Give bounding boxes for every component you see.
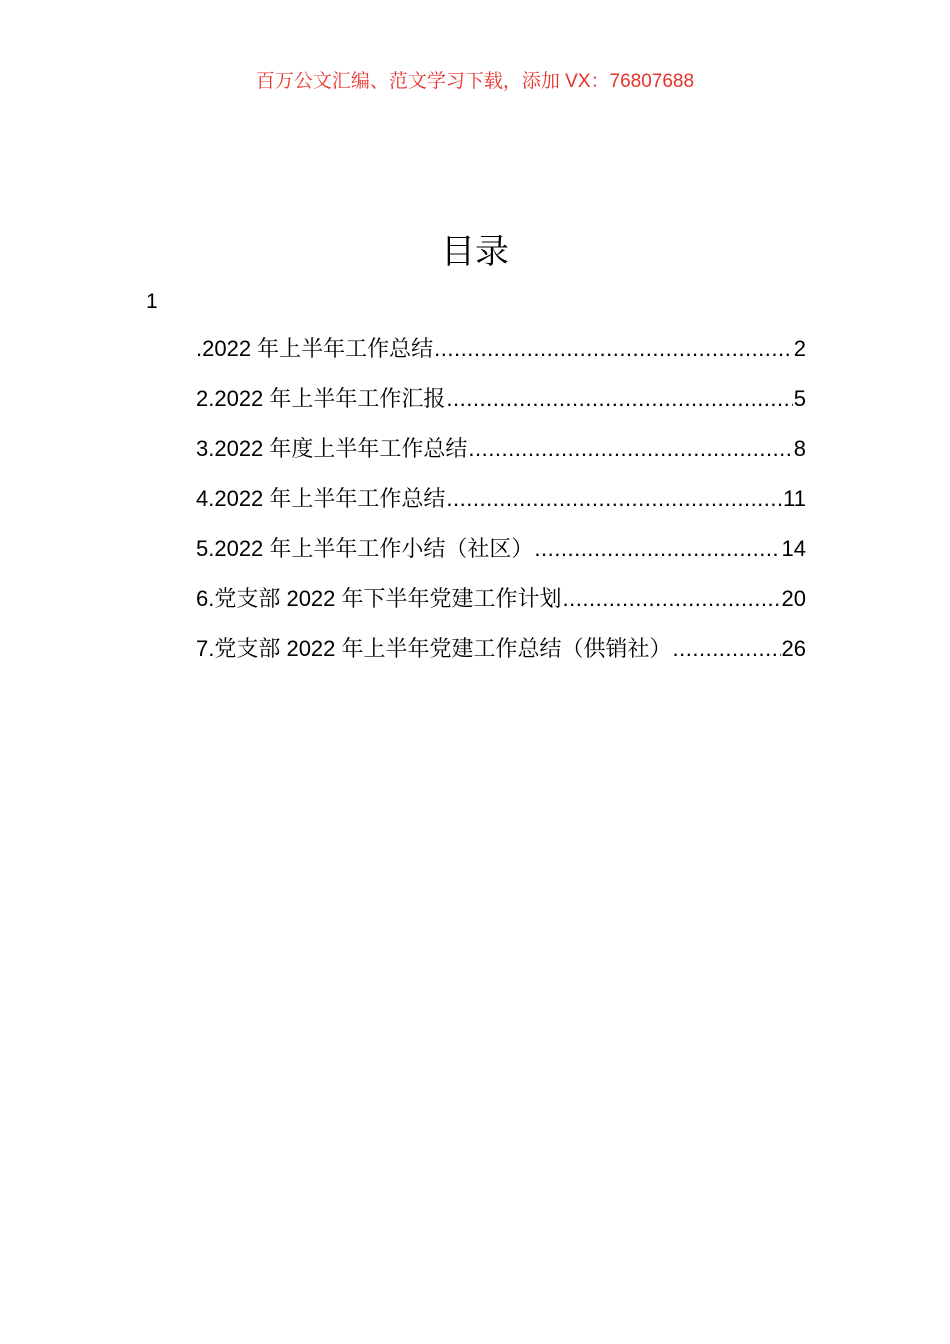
toc-entry-page: 20: [781, 586, 806, 611]
toc-entry-page: 5: [793, 386, 806, 411]
toc-dot-leader: [563, 584, 781, 614]
toc-dot-leader: [434, 334, 793, 364]
toc-entry[interactable]: [196, 334, 806, 384]
toc-entry[interactable]: [196, 484, 806, 534]
toc-entry-title: 6.党支部 2022 年下半年党建工作计划: [196, 586, 562, 611]
toc-entry[interactable]: [196, 384, 806, 434]
toc-entry-page: 2: [793, 336, 806, 361]
toc-entry-page: 26: [781, 636, 806, 661]
toc-entry[interactable]: [196, 434, 806, 484]
toc-title: 目录: [441, 233, 509, 271]
toc-entry[interactable]: [196, 534, 806, 584]
toc-dot-leader: [468, 434, 792, 464]
toc-dot-leader: [446, 384, 792, 414]
toc-entry-title: 3.2022 年度上半年工作总结: [196, 436, 468, 461]
header-contact-note: 百万公文汇编、范文学习下载，添加 VX：76807688: [255, 71, 695, 92]
toc-dot-leader: [534, 534, 780, 564]
toc-dot-leader: [446, 484, 782, 514]
toc-entry[interactable]: [196, 634, 806, 684]
toc-section-number: 1: [146, 290, 158, 313]
toc-entry-title: 2.2022 年上半年工作汇报: [196, 386, 446, 411]
toc-list: [196, 334, 806, 684]
toc-entry-title: 5.2022 年上半年工作小结（社区）: [196, 536, 534, 561]
toc-entry-page: 14: [781, 536, 806, 561]
toc-entry-title: 4.2022 年上半年工作总结: [196, 486, 446, 511]
toc-entry-title: .2022 年上半年工作总结: [196, 336, 434, 361]
toc-entry-page: 11: [783, 486, 806, 511]
toc-entry[interactable]: [196, 584, 806, 634]
toc-entry-title: 7.党支部 2022 年上半年党建工作总结（供销社）: [196, 636, 672, 661]
toc-dot-leader: [673, 634, 781, 664]
toc-entry-page: 8: [793, 436, 806, 461]
